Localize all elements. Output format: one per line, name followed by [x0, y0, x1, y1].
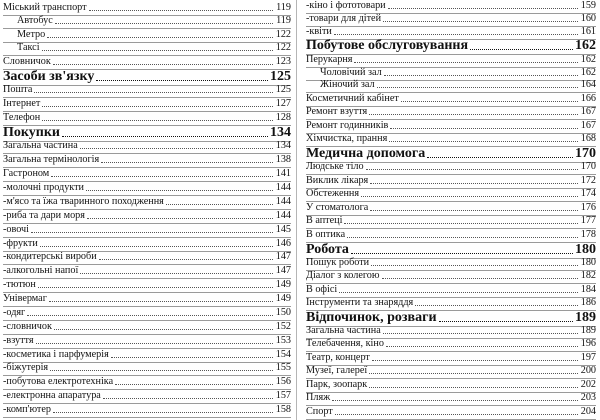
entry-title: Пошта	[3, 84, 33, 95]
toc-section-heading	[306, 242, 596, 258]
toc-entry	[3, 84, 291, 96]
page-number: 184	[580, 284, 596, 295]
dot-leader	[101, 162, 273, 163]
dot-leader	[390, 128, 578, 129]
dot-leader	[80, 273, 273, 274]
page-number: 119	[276, 2, 291, 13]
row-rule	[3, 417, 291, 418]
dot-leader	[332, 400, 578, 401]
page-number: 186	[580, 297, 596, 308]
section-title: Побутове обслуговування	[306, 38, 469, 53]
entry-title: Інтернет	[3, 98, 41, 109]
toc-left-column	[3, 0, 291, 420]
toc-section-heading	[306, 146, 596, 162]
entry-title: Театр, концерт	[306, 352, 370, 363]
dot-leader	[369, 114, 578, 115]
page-number: 152	[275, 321, 291, 332]
page-number: 197	[580, 352, 596, 363]
toc-entry	[306, 13, 596, 25]
dot-leader	[42, 120, 273, 121]
entry-title: Загальна термінологія	[3, 154, 100, 165]
toc-section-heading	[3, 125, 291, 141]
toc-entry	[3, 265, 291, 277]
dot-leader	[354, 62, 578, 63]
entry-title: -молочні продукти	[3, 182, 85, 193]
entry-title: -комп'ютер	[3, 404, 52, 415]
page-number: 149	[275, 293, 291, 304]
page-number: 196	[580, 338, 596, 349]
dot-leader	[386, 346, 578, 347]
toc-entry	[306, 93, 596, 105]
entry-title: Музеї, галереї	[306, 365, 368, 376]
toc-entry	[3, 362, 291, 374]
toc-entry	[3, 140, 291, 152]
entry-title: Косметичний кабінет	[306, 93, 399, 104]
toc-entry	[3, 2, 291, 14]
page-number: 174	[580, 188, 596, 199]
entry-title: Спорт	[306, 406, 333, 417]
dot-leader	[47, 37, 273, 38]
entry-title: -м'ясо та їжа тваринного походження	[3, 196, 164, 207]
entry-title: -побутова електротехніка	[3, 376, 114, 387]
page-number: 164	[580, 79, 596, 90]
entry-title: -біжутерія	[3, 362, 49, 373]
dot-leader	[470, 49, 573, 50]
toc-entry	[3, 307, 291, 319]
dot-leader	[62, 136, 268, 137]
dot-leader	[389, 141, 578, 142]
toc-entry	[306, 54, 596, 66]
toc-entry	[3, 321, 291, 333]
entry-title: Пошук роботи	[306, 257, 370, 268]
toc-entry	[306, 120, 596, 132]
page-number: 123	[275, 56, 291, 67]
entry-title: -словничок	[3, 321, 52, 332]
dot-leader	[370, 210, 578, 211]
dot-leader	[384, 75, 578, 76]
page-number: 122	[275, 42, 291, 53]
toc-entry	[306, 229, 596, 241]
dot-leader	[50, 370, 273, 371]
dot-leader	[369, 387, 578, 388]
entry-title: -тютюн	[3, 279, 36, 290]
dot-leader	[383, 21, 578, 22]
dot-leader	[370, 183, 578, 184]
entry-title: Гастроном	[3, 168, 50, 179]
page-number: 168	[580, 133, 596, 144]
dot-leader	[372, 360, 578, 361]
page-number: 144	[275, 210, 291, 221]
page-number: 150	[275, 307, 291, 318]
dot-leader	[87, 218, 273, 219]
entry-title: Універмаг	[3, 293, 47, 304]
toc-entry	[3, 56, 291, 68]
toc-entry	[3, 404, 291, 416]
page-number: 170	[575, 146, 596, 161]
dot-leader	[27, 315, 273, 316]
dot-leader	[36, 343, 273, 344]
page-number: 177	[580, 215, 596, 226]
toc-entry	[3, 251, 291, 263]
toc-entry	[306, 175, 596, 187]
dot-leader	[38, 287, 273, 288]
page-number: 189	[580, 325, 596, 336]
page-number: 200	[580, 365, 596, 376]
page-number: 178	[580, 229, 596, 240]
section-title: Відпочинок, розваги	[306, 310, 437, 325]
entry-title: -фрукти	[3, 238, 38, 249]
toc-entry	[306, 338, 596, 350]
page-number: 144	[275, 196, 291, 207]
toc-entry	[306, 161, 596, 173]
toc-entry	[3, 196, 291, 208]
dot-leader	[42, 50, 273, 51]
dot-leader	[80, 148, 273, 149]
toc-entry	[306, 67, 596, 79]
entry-title: Чоловічий зал	[320, 67, 382, 78]
entry-title: -одяг	[3, 307, 26, 318]
toc-entry	[3, 293, 291, 305]
dot-leader	[49, 301, 273, 302]
dot-leader	[51, 176, 273, 177]
page-number: 154	[275, 349, 291, 360]
entry-title: Міський транспорт	[3, 2, 87, 13]
dot-leader	[40, 246, 273, 247]
page-number: 159	[580, 0, 596, 11]
entry-title: Таксі	[17, 42, 40, 53]
page-number: 161	[580, 26, 596, 37]
page-number: 146	[275, 238, 291, 249]
dot-leader	[366, 169, 578, 170]
dot-leader	[335, 414, 578, 415]
entry-title: У стоматолога	[306, 202, 369, 213]
entry-title: Загальна частина	[3, 140, 78, 151]
dot-leader	[401, 101, 578, 102]
toc-entry	[3, 238, 291, 250]
toc-entry	[306, 379, 596, 391]
page-number: 125	[270, 69, 291, 84]
entry-title: -косметика і парфумерія	[3, 349, 109, 360]
toc-entry	[3, 112, 291, 124]
entry-title: -взуття	[3, 335, 34, 346]
entry-title: Хімчистка, прання	[306, 133, 388, 144]
entry-title: В офісі	[306, 284, 338, 295]
dot-leader	[103, 398, 273, 399]
dot-leader	[415, 305, 578, 306]
entry-title: Інструменти та знаряддя	[306, 297, 414, 308]
toc-entry	[306, 365, 596, 377]
entry-title: -алкогольні напої	[3, 265, 79, 276]
entry-title: -риба та дари моря	[3, 210, 85, 221]
page-number: 170	[580, 161, 596, 172]
page-number: 122	[275, 29, 291, 40]
page-number: 202	[580, 379, 596, 390]
entry-title: Жіночий зал	[320, 79, 375, 90]
toc-entry	[306, 79, 596, 91]
entry-title: -електронна апаратура	[3, 390, 101, 401]
entry-title: -кондитерські вироби	[3, 251, 97, 262]
dot-leader	[382, 278, 579, 279]
dot-leader	[99, 259, 273, 260]
page-number: 134	[270, 125, 291, 140]
dot-leader	[86, 190, 273, 191]
toc-entry	[3, 29, 291, 41]
dot-leader	[344, 223, 578, 224]
page-number: 180	[580, 257, 596, 268]
page-number: 138	[275, 154, 291, 165]
toc-entry	[3, 390, 291, 402]
page-number: 119	[276, 15, 291, 26]
page-number: 172	[580, 175, 596, 186]
toc-entry	[3, 42, 291, 54]
toc-entry	[3, 376, 291, 388]
dot-leader	[383, 333, 578, 334]
toc-section-heading	[3, 69, 291, 85]
dot-leader	[388, 8, 578, 9]
dot-leader	[42, 106, 273, 107]
toc-entry	[306, 392, 596, 404]
dot-leader	[54, 329, 273, 330]
toc-entry	[3, 182, 291, 194]
page-number: 145	[275, 224, 291, 235]
entry-title: В аптеці	[306, 215, 343, 226]
page-number: 180	[575, 242, 596, 257]
entry-title: Метро	[17, 29, 46, 40]
dot-leader	[351, 253, 573, 254]
toc-section-heading	[306, 310, 596, 326]
page-number: 160	[580, 13, 596, 24]
toc-entry	[306, 284, 596, 296]
toc-entry	[3, 279, 291, 291]
dot-leader	[55, 23, 273, 24]
entry-title: Телефон	[3, 112, 41, 123]
toc-entry	[306, 270, 596, 282]
dot-leader	[115, 384, 273, 385]
dot-leader	[371, 265, 578, 266]
page-number: 167	[580, 106, 596, 117]
page-number: 167	[580, 120, 596, 131]
column-divider	[296, 0, 297, 420]
page-number: 189	[575, 310, 596, 325]
dot-leader	[439, 321, 573, 322]
dot-leader	[89, 10, 273, 11]
toc-section-heading	[306, 38, 596, 54]
toc-entry	[306, 215, 596, 227]
page-number: 156	[275, 376, 291, 387]
dot-leader	[369, 373, 578, 374]
toc-entry	[306, 106, 596, 118]
entry-title: Ремонт годинників	[306, 120, 389, 131]
page-number: 204	[580, 406, 596, 417]
toc-entry	[306, 26, 596, 38]
toc-entry	[3, 349, 291, 361]
entry-title: Обстеження	[306, 188, 360, 199]
page-number: 176	[580, 202, 596, 213]
toc-entry	[306, 406, 596, 418]
entry-title: Перукарня	[306, 54, 353, 65]
page-number: 158	[275, 404, 291, 415]
page-number: 155	[275, 362, 291, 373]
page-number: 162	[575, 38, 596, 53]
entry-title: Людське тіло	[306, 161, 364, 172]
toc-entry	[306, 352, 596, 364]
toc-entry	[306, 297, 596, 309]
page-number: 149	[275, 279, 291, 290]
page-number: 141	[275, 168, 291, 179]
entry-title: Діалог з колегою	[306, 270, 380, 281]
page-number: 134	[275, 140, 291, 151]
page-number: 153	[275, 335, 291, 346]
section-title: Робота	[306, 242, 349, 257]
toc-entry	[3, 335, 291, 347]
section-title: Медична допомога	[306, 146, 426, 161]
dot-leader	[31, 232, 273, 233]
entry-title: Автобус	[17, 15, 53, 26]
dot-leader	[111, 357, 273, 358]
toc-entry	[3, 168, 291, 180]
page-number: 144	[275, 182, 291, 193]
entry-title: В оптика	[306, 229, 346, 240]
section-title: Покупки	[3, 125, 60, 140]
dot-leader	[347, 237, 578, 238]
page-number: 162	[580, 67, 596, 78]
entry-title: Ремонт взуття	[306, 106, 368, 117]
dot-leader	[427, 157, 573, 158]
dot-leader	[53, 64, 273, 65]
entry-title: -кіно і фототовари	[306, 0, 386, 11]
entry-title: -овочі	[3, 224, 30, 235]
toc-right-column	[306, 0, 596, 420]
entry-title: Пляж	[306, 392, 331, 403]
toc-entry	[3, 210, 291, 222]
page-number: 157	[275, 390, 291, 401]
entry-title: Словничок	[3, 56, 51, 67]
page-number: 162	[580, 54, 596, 65]
entry-title: Загальна частина	[306, 325, 381, 336]
dot-leader	[166, 204, 273, 205]
dot-leader	[53, 412, 273, 413]
toc-entry	[3, 15, 291, 27]
page-number: 203	[580, 392, 596, 403]
toc-entry	[306, 202, 596, 214]
toc-entry	[306, 133, 596, 145]
toc-entry	[306, 257, 596, 269]
page-number: 182	[580, 270, 596, 281]
entry-title: -товари для дітей	[306, 13, 382, 24]
toc-entry	[3, 224, 291, 236]
dot-leader	[34, 92, 273, 93]
page-number: 166	[580, 93, 596, 104]
toc-entry	[3, 98, 291, 110]
toc-entry	[306, 188, 596, 200]
toc-entry	[3, 154, 291, 166]
page-number: 125	[275, 84, 291, 95]
dot-leader	[339, 292, 578, 293]
dot-leader	[377, 87, 578, 88]
page-number: 128	[275, 112, 291, 123]
entry-title: -квіти	[306, 26, 332, 37]
page-number: 147	[275, 251, 291, 262]
section-title: Засоби зв'язку	[3, 69, 95, 84]
page-number: 127	[275, 98, 291, 109]
dot-leader	[361, 196, 578, 197]
entry-title: Виклик лікаря	[306, 175, 369, 186]
page-number: 147	[275, 265, 291, 276]
dot-leader	[96, 80, 268, 81]
toc-entry	[306, 0, 596, 12]
toc-entry	[306, 325, 596, 337]
dot-leader	[334, 34, 578, 35]
entry-title: Парк, зоопарк	[306, 379, 368, 390]
entry-title: Телебачення, кіно	[306, 338, 384, 349]
